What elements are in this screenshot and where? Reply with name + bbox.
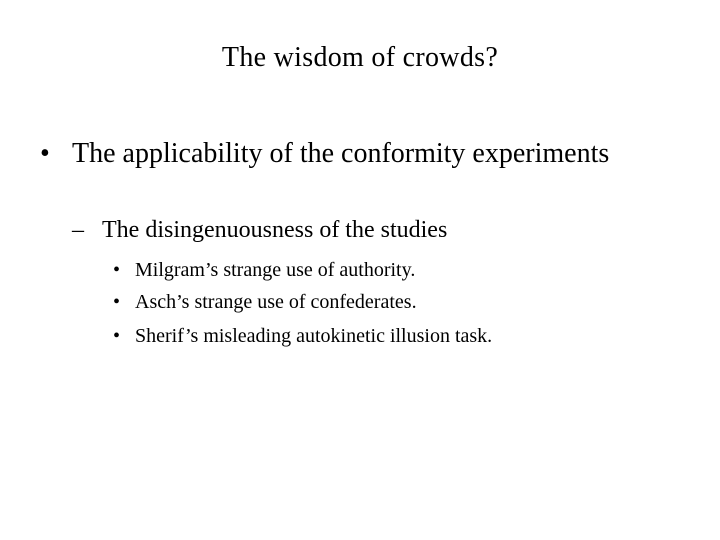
bullet-text: Asch’s strange use of confederates. (135, 291, 417, 313)
bullet-text: The applicability of the conformity experiments (72, 138, 610, 169)
bullet-text: Sherif’s misleading autokinetic illusion task. (135, 325, 493, 347)
bullet-marker: • (113, 291, 121, 313)
bullet-marker: • (113, 259, 121, 281)
slide-title: The wisdom of crowds? (221, 42, 499, 73)
bullet-marker: • (113, 325, 121, 347)
dash-marker: – (72, 217, 84, 243)
bullet-marker: • (40, 138, 50, 169)
bullet-text: Milgram’s strange use of authority. (135, 259, 416, 281)
bullet-text: The disingenuousness of the studies (102, 217, 448, 243)
